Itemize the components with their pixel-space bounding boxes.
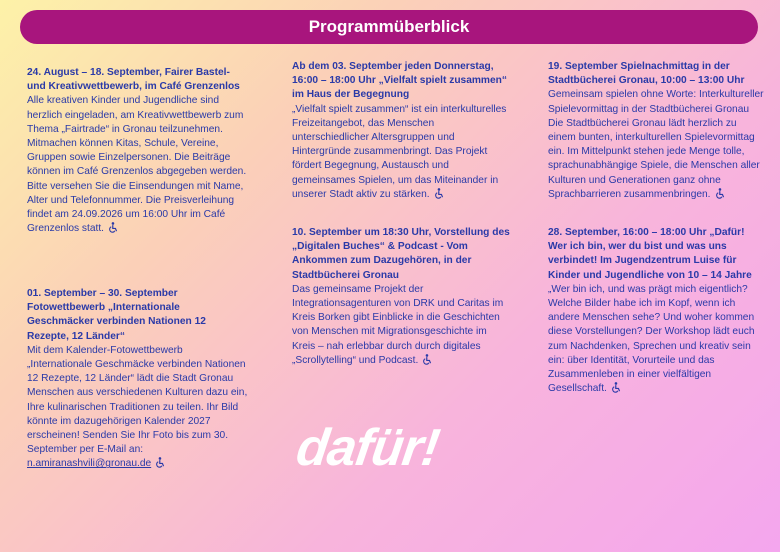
event-entry-spielnachmittag [548,60,764,202]
event-heading: Ab dem 03. September jeden Donnerstag, 16:00 – 18:00 Uhr „Vielfalt spielt zusammen“ im Haus der Begegnung [292,61,507,101]
wheelchair-icon [154,457,165,468]
event-heading: 19. September Spielnachmittag in der Stadtbücherei Gronau, 10:00 – 13:00 Uhr [548,61,745,87]
event-description: „Wer bin ich, und was prägt mich eigentlich? Welche Bilder habe ich im Kopf, wenn ich andere Menschen sehe? Und woher kommen diese Vorstellungen? Der Workshop lädt euch zum Nachdenken, Sprechen und kreativ sein ein: über Identität, Vorurteile und das Zusammenleben in einer vielfältigen Gesellschaft. [548,283,755,395]
dafuer-logo: dafür! [292,419,443,477]
event-heading: 24. August – 18. September, Fairer Bastel- und Kreativwettbewerb, im Café Grenzenlos [27,67,240,93]
page-title: Programmüberblick [308,17,470,36]
event-description: „Vielfalt spielt zusammen“ ist ein interkulturelles Freizeitangebot, das Menschen unterschiedlicher Altersgruppen und Hintergründe zusammenbringt. Das Projekt fördert Begegnung, Austausch und gemeinsames Spielen, um das Miteinander in unserer Stadt aktiv zu stärken. [292,103,507,200]
event-description: Gemeinsam spielen ohne Worte: Interkultureller Spielevormittag in der Stadtbücherei Gronau Die Stadtbücherei Gronau lädt herzlich zu einem bunten, interkulturellen Spielevormittag ein. Im Mittelpunkt stehen jede Menge tolle, sprachunabhängige Spiele, die Menschen aller Kulturen und Generationen ganz ohne Sprachbarrieren zusammenbringen. [548,89,764,200]
event-entry-digitales-buch [292,226,512,368]
event-heading: 28. September, 16:00 – 18:00 Uhr „Dafür! Wer ich bin, wer du bist und was uns verbindet! Im Jugendzentrum Luise für Kinder und Jugendliche von 10 – 14 Jahre [548,227,752,281]
wheelchair-icon [421,354,432,365]
event-entry-vielfalt-spielt [292,60,512,202]
event-description: Mit dem Kalender-Fotowettbewerb „Internationale Geschmäcke verbinden Nationen 12 Rezepte, 12 Länder“ lädt die Stadt Gronau Menschen aus verschiedenen Kulturen dazu ein, Ihre kulinarischen Traditionen zu teilen. Ihr Bild könnte im dazugehörigen Kalender 2027 erscheinen! Senden Sie Ihr Foto bis zum 30. September per E-Mail an: [27,344,248,456]
event-heading: 01. September – 30. September Fotowettbewerb „Internationale Geschmäcker verbinden Nationen 12 Rezepte, 12 Länder“ [27,288,206,342]
event-heading: 10. September um 18:30 Uhr, Vorstellung des „Digitalen Buches“ & Podcast - Vom Ankommen zum Dazugehören, in der Stadtbücherei Gronau [292,227,510,281]
wheelchair-icon [610,382,621,393]
event-description: Alle kreativen Kinder und Jugendliche sind herzlich eingeladen, am Kreativwettbewerb zum Thema „Fairtrade“ in Gronau teilzunehmen. Mitmachen können Kitas, Schule, Vereine, Gruppen sowie Einzelpersonen. Die Beiträge können im Café Grenzenlos abgegeben werden. Bitte versehen Sie die Einsendungen mit Name, Alter und Telefonnummer. Die Preisverleihung findet am 24.09.2026 um 16:00 Uhr im Café Grenzenlos statt. [27,95,247,235]
event-entry-kreativwettbewerb [27,66,249,236]
event-description: Das gemeinsame Projekt der Integrationsagenturen von DRK und Caritas im Kreis Borken gibt Einblicke in die Geschichten von Menschen mit Migrationsgeschichte im Kreis – nah erlebbar durch durch digitales „Scrollytelling“ und Podcast. [292,283,504,366]
wheelchair-icon [433,188,444,199]
email-link[interactable]: n.amiranashvili@gronau.de [27,458,152,470]
title-banner [20,10,758,44]
wheelchair-icon [714,188,725,199]
wheelchair-icon [107,222,118,233]
event-entry-fotowettbewerb [27,287,249,472]
event-entry-dafuer-workshop [548,226,764,396]
